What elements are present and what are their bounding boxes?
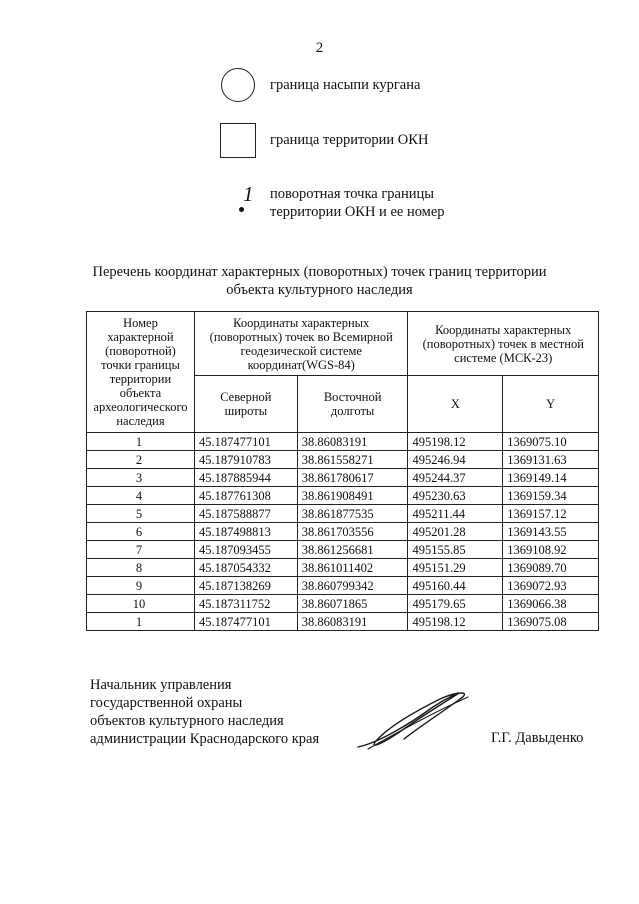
longitude-cell: 38.861558271 xyxy=(297,451,408,469)
table-row xyxy=(87,595,599,613)
y-coordinate-cell: 1369143.55 xyxy=(503,523,599,541)
point-number-cell: 3 xyxy=(87,469,195,487)
latitude-cell: 45.187885944 xyxy=(194,469,297,487)
x-coordinate-cell: 495151.29 xyxy=(408,559,503,577)
handwritten-signature xyxy=(348,685,478,755)
latitude-cell: 45.187910783 xyxy=(194,451,297,469)
latitude-cell: 45.187054332 xyxy=(194,559,297,577)
table-row xyxy=(87,451,599,469)
point-dot-icon xyxy=(239,207,244,212)
header-x: X xyxy=(408,376,503,433)
y-coordinate-cell: 1369066.38 xyxy=(503,595,599,613)
legend-mound-boundary-label: граница насыпи кургана xyxy=(270,77,421,93)
x-coordinate-cell: 495198.12 xyxy=(408,433,503,451)
header-msk23-group: Координаты характерных (поворотных) точек в местной системе (МСК-23) xyxy=(408,312,599,376)
header-point-number: Номер характерной (поворотной) точки границы территории объекта археологического наследия xyxy=(87,312,195,433)
x-coordinate-cell: 495230.63 xyxy=(408,487,503,505)
y-coordinate-cell: 1369131.63 xyxy=(503,451,599,469)
square-symbol-icon xyxy=(220,123,256,158)
table-row xyxy=(87,523,599,541)
point-number-cell: 8 xyxy=(87,559,195,577)
legend-territory-boundary-label: граница территории ОКН xyxy=(270,132,429,148)
x-coordinate-cell: 495155.85 xyxy=(408,541,503,559)
point-number-sample: 1 xyxy=(243,182,254,206)
y-coordinate-cell: 1369089.70 xyxy=(503,559,599,577)
coordinates-table-body xyxy=(87,433,599,631)
point-number-cell: 10 xyxy=(87,595,195,613)
header-north-latitude: Северной широты xyxy=(194,376,297,433)
point-number-cell: 2 xyxy=(87,451,195,469)
point-number-cell: 5 xyxy=(87,505,195,523)
x-coordinate-cell: 495246.94 xyxy=(408,451,503,469)
point-number-cell: 6 xyxy=(87,523,195,541)
table-row xyxy=(87,433,599,451)
signatory-title-line-2: государственной охраны xyxy=(90,695,243,711)
signatory-title-line-1: Начальник управления xyxy=(90,677,232,693)
latitude-cell: 45.187588877 xyxy=(194,505,297,523)
longitude-cell: 38.861877535 xyxy=(297,505,408,523)
y-coordinate-cell: 1369075.08 xyxy=(503,613,599,631)
x-coordinate-cell: 495198.12 xyxy=(408,613,503,631)
signatory-name: Г.Г. Давыденко xyxy=(491,730,584,746)
table-row xyxy=(87,505,599,523)
longitude-cell: 38.86071865 xyxy=(297,595,408,613)
point-number-cell: 1 xyxy=(87,433,195,451)
longitude-cell: 38.86083191 xyxy=(297,613,408,631)
y-coordinate-cell: 1369149.14 xyxy=(503,469,599,487)
signatory-title-line-4: администрации Краснодарского края xyxy=(90,731,320,747)
x-coordinate-cell: 495211.44 xyxy=(408,505,503,523)
latitude-cell: 45.187093455 xyxy=(194,541,297,559)
longitude-cell: 38.861780617 xyxy=(297,469,408,487)
latitude-cell: 45.187138269 xyxy=(194,577,297,595)
coordinates-table xyxy=(86,311,599,631)
table-title xyxy=(0,263,639,299)
table-row xyxy=(87,469,599,487)
latitude-cell: 45.187498813 xyxy=(194,523,297,541)
point-number-cell: 7 xyxy=(87,541,195,559)
latitude-cell: 45.187311752 xyxy=(194,595,297,613)
signatory-title-line-3: объектов культурного наследия xyxy=(90,713,284,729)
y-coordinate-cell: 1369075.10 xyxy=(503,433,599,451)
y-coordinate-cell: 1369159.34 xyxy=(503,487,599,505)
table-row xyxy=(87,613,599,631)
point-number-cell: 4 xyxy=(87,487,195,505)
y-coordinate-cell: 1369072.93 xyxy=(503,577,599,595)
legend-turning-point-label-1: поворотная точка границы xyxy=(270,186,434,202)
longitude-cell: 38.861256681 xyxy=(297,541,408,559)
table-row xyxy=(87,541,599,559)
point-number-cell: 9 xyxy=(87,577,195,595)
longitude-cell: 38.861011402 xyxy=(297,559,408,577)
longitude-cell: 38.861703556 xyxy=(297,523,408,541)
table-title-line-1: Перечень координат характерных (поворотных) точек границ территории xyxy=(92,264,547,280)
table-row xyxy=(87,559,599,577)
header-east-longitude: Восточной долготы xyxy=(297,376,408,433)
y-coordinate-cell: 1369108.92 xyxy=(503,541,599,559)
table-title-line-2: объекта культурного наследия xyxy=(226,282,413,298)
latitude-cell: 45.187477101 xyxy=(194,613,297,631)
x-coordinate-cell: 495201.28 xyxy=(408,523,503,541)
circle-symbol-icon xyxy=(221,68,255,102)
longitude-cell: 38.861908491 xyxy=(297,487,408,505)
signatory-title xyxy=(90,676,319,748)
table-row xyxy=(87,487,599,505)
x-coordinate-cell: 495179.65 xyxy=(408,595,503,613)
longitude-cell: 38.86083191 xyxy=(297,433,408,451)
table-row xyxy=(87,577,599,595)
latitude-cell: 45.187477101 xyxy=(194,433,297,451)
x-coordinate-cell: 495160.44 xyxy=(408,577,503,595)
header-wgs84-group: Координаты характерных (поворотных) точек во Всемирной геодезической системе координат(WGS-84) xyxy=(194,312,408,376)
longitude-cell: 38.860799342 xyxy=(297,577,408,595)
page-number: 2 xyxy=(315,40,324,56)
x-coordinate-cell: 495244.37 xyxy=(408,469,503,487)
y-coordinate-cell: 1369157.12 xyxy=(503,505,599,523)
point-number-cell: 1 xyxy=(87,613,195,631)
header-y: Y xyxy=(503,376,599,433)
legend-turning-point-label-2: территории ОКН и ее номер xyxy=(270,204,445,220)
latitude-cell: 45.187761308 xyxy=(194,487,297,505)
